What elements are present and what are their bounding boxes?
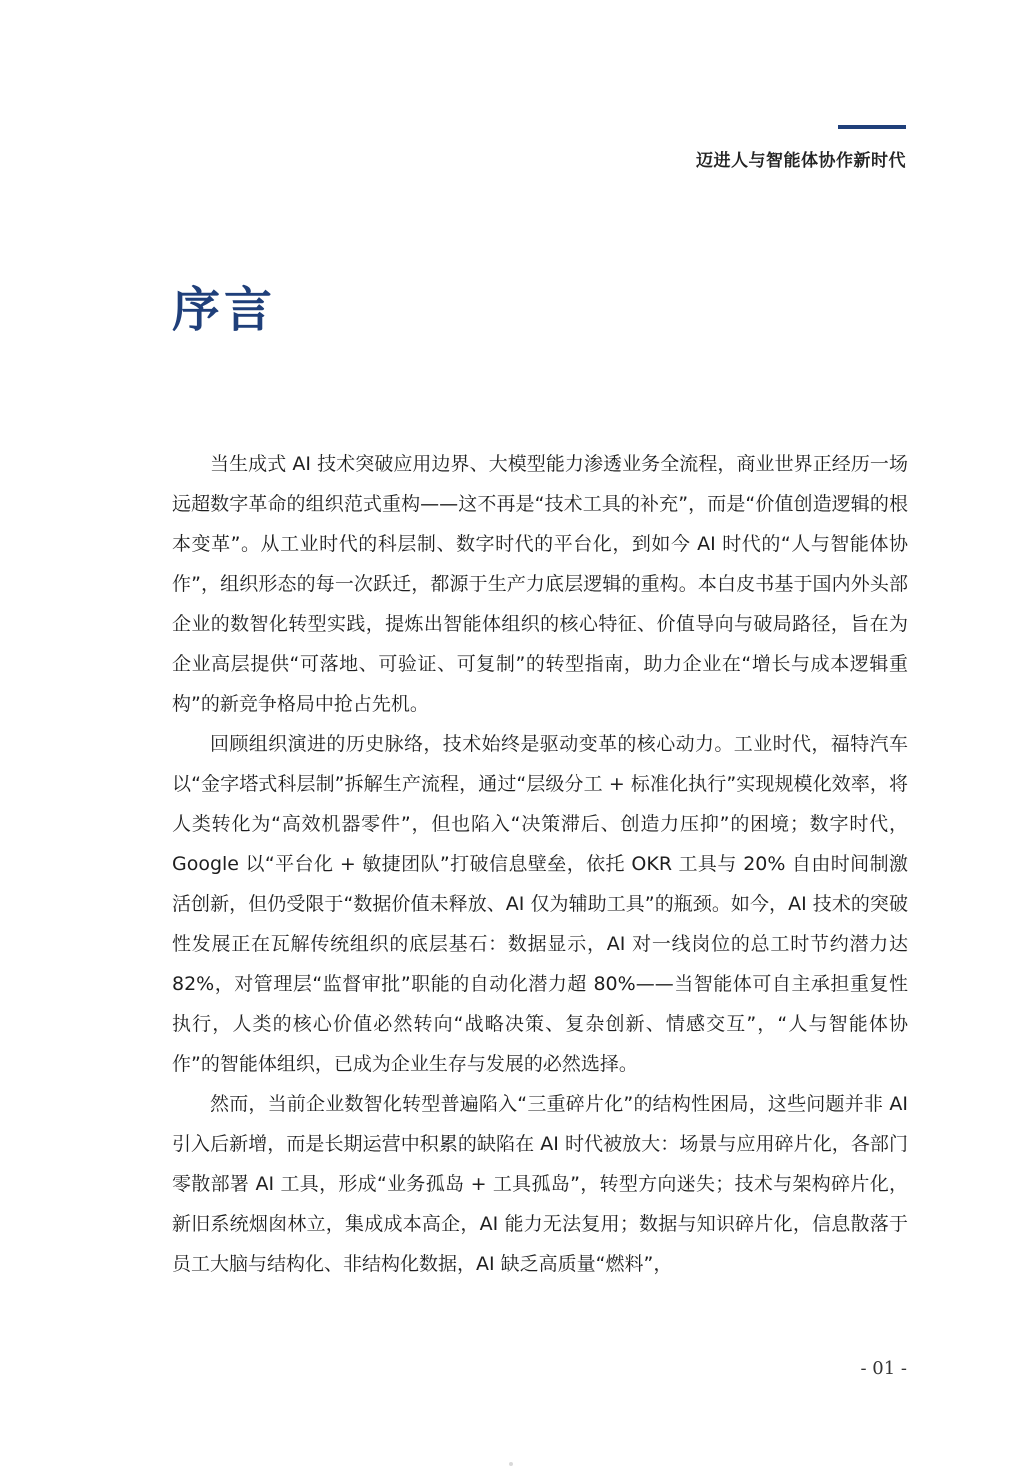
footer-dot bbox=[509, 1462, 513, 1466]
running-header-title: 迈进人与智能体协作新时代 bbox=[696, 151, 906, 171]
body-paragraph: 然而，当前企业数智化转型普遍陷入“三重碎片化”的结构性困局，这些问题并非 AI 引入后新增，而是长期运营中积累的缺陷在 AI 时代被放大：场景与应用碎片化，各部门零散部署 AI 工具，形成“业务孤岛 + 工具孤岛”，转型方向迷失；技术与架构碎片化，新旧系统烟囱林立，集成成本高企，AI 能力无法复用；数据与知识碎片化，信息散落于员工大脑与结构化、非结构化数据，AI 缺乏高质量“燃料”， bbox=[172, 1093, 908, 1275]
body-paragraph: 回顾组织演进的历史脉络，技术始终是驱动变革的核心动力。工业时代，福特汽车以“金字塔式科层制”拆解生产流程，通过“层级分工 + 标准化执行”实现规模化效率，将人类转化为“高效机器零件”，但也陷入“决策滞后、创造力压抑”的困境；数字时代，Google 以“平台化 + 敏捷团队”打破信息壁垒，依托 OKR 工具与 20% 自由时间制激活创新，但仍受限于“数据价值未释放、AI 仅为辅助工具”的瓶颈。如今，AI 技术的突破性发展正在瓦解传统组织的底层基石：数据显示，AI 对一线岗位的总工时节约潜力达 82%，对管理层“监督审批”职能的自动化潜力超 80%——当智能体可自主承担重复性执行，人类的核心价值必然转向“战略决策、复杂创新、情感交互”，“人与智能体协作”的智能体组织，已成为企业生存与发展的必然选择。 bbox=[172, 733, 908, 1075]
body-text bbox=[172, 444, 908, 1284]
header-accent-rule bbox=[838, 125, 906, 129]
page-number: - 01 - bbox=[860, 1358, 907, 1379]
body-paragraph: 当生成式 AI 技术突破应用边界、大模型能力渗透业务全流程，商业世界正经历一场远超数字革命的组织范式重构——这不再是“技术工具的补充”，而是“价值创造逻辑的根本变革”。从工业时代的科层制、数字时代的平台化，到如今 AI 时代的“人与智能体协作”，组织形态的每一次跃迁，都源于生产力底层逻辑的重构。本白皮书基于国内外头部企业的数智化转型实践，提炼出智能体组织的核心特征、价值导向与破局路径，旨在为企业高层提供“可落地、可验证、可复制”的转型指南，助力企业在“增长与成本逻辑重构”的新竞争格局中抢占先机。 bbox=[172, 453, 908, 715]
section-title: 序言 bbox=[172, 282, 277, 338]
